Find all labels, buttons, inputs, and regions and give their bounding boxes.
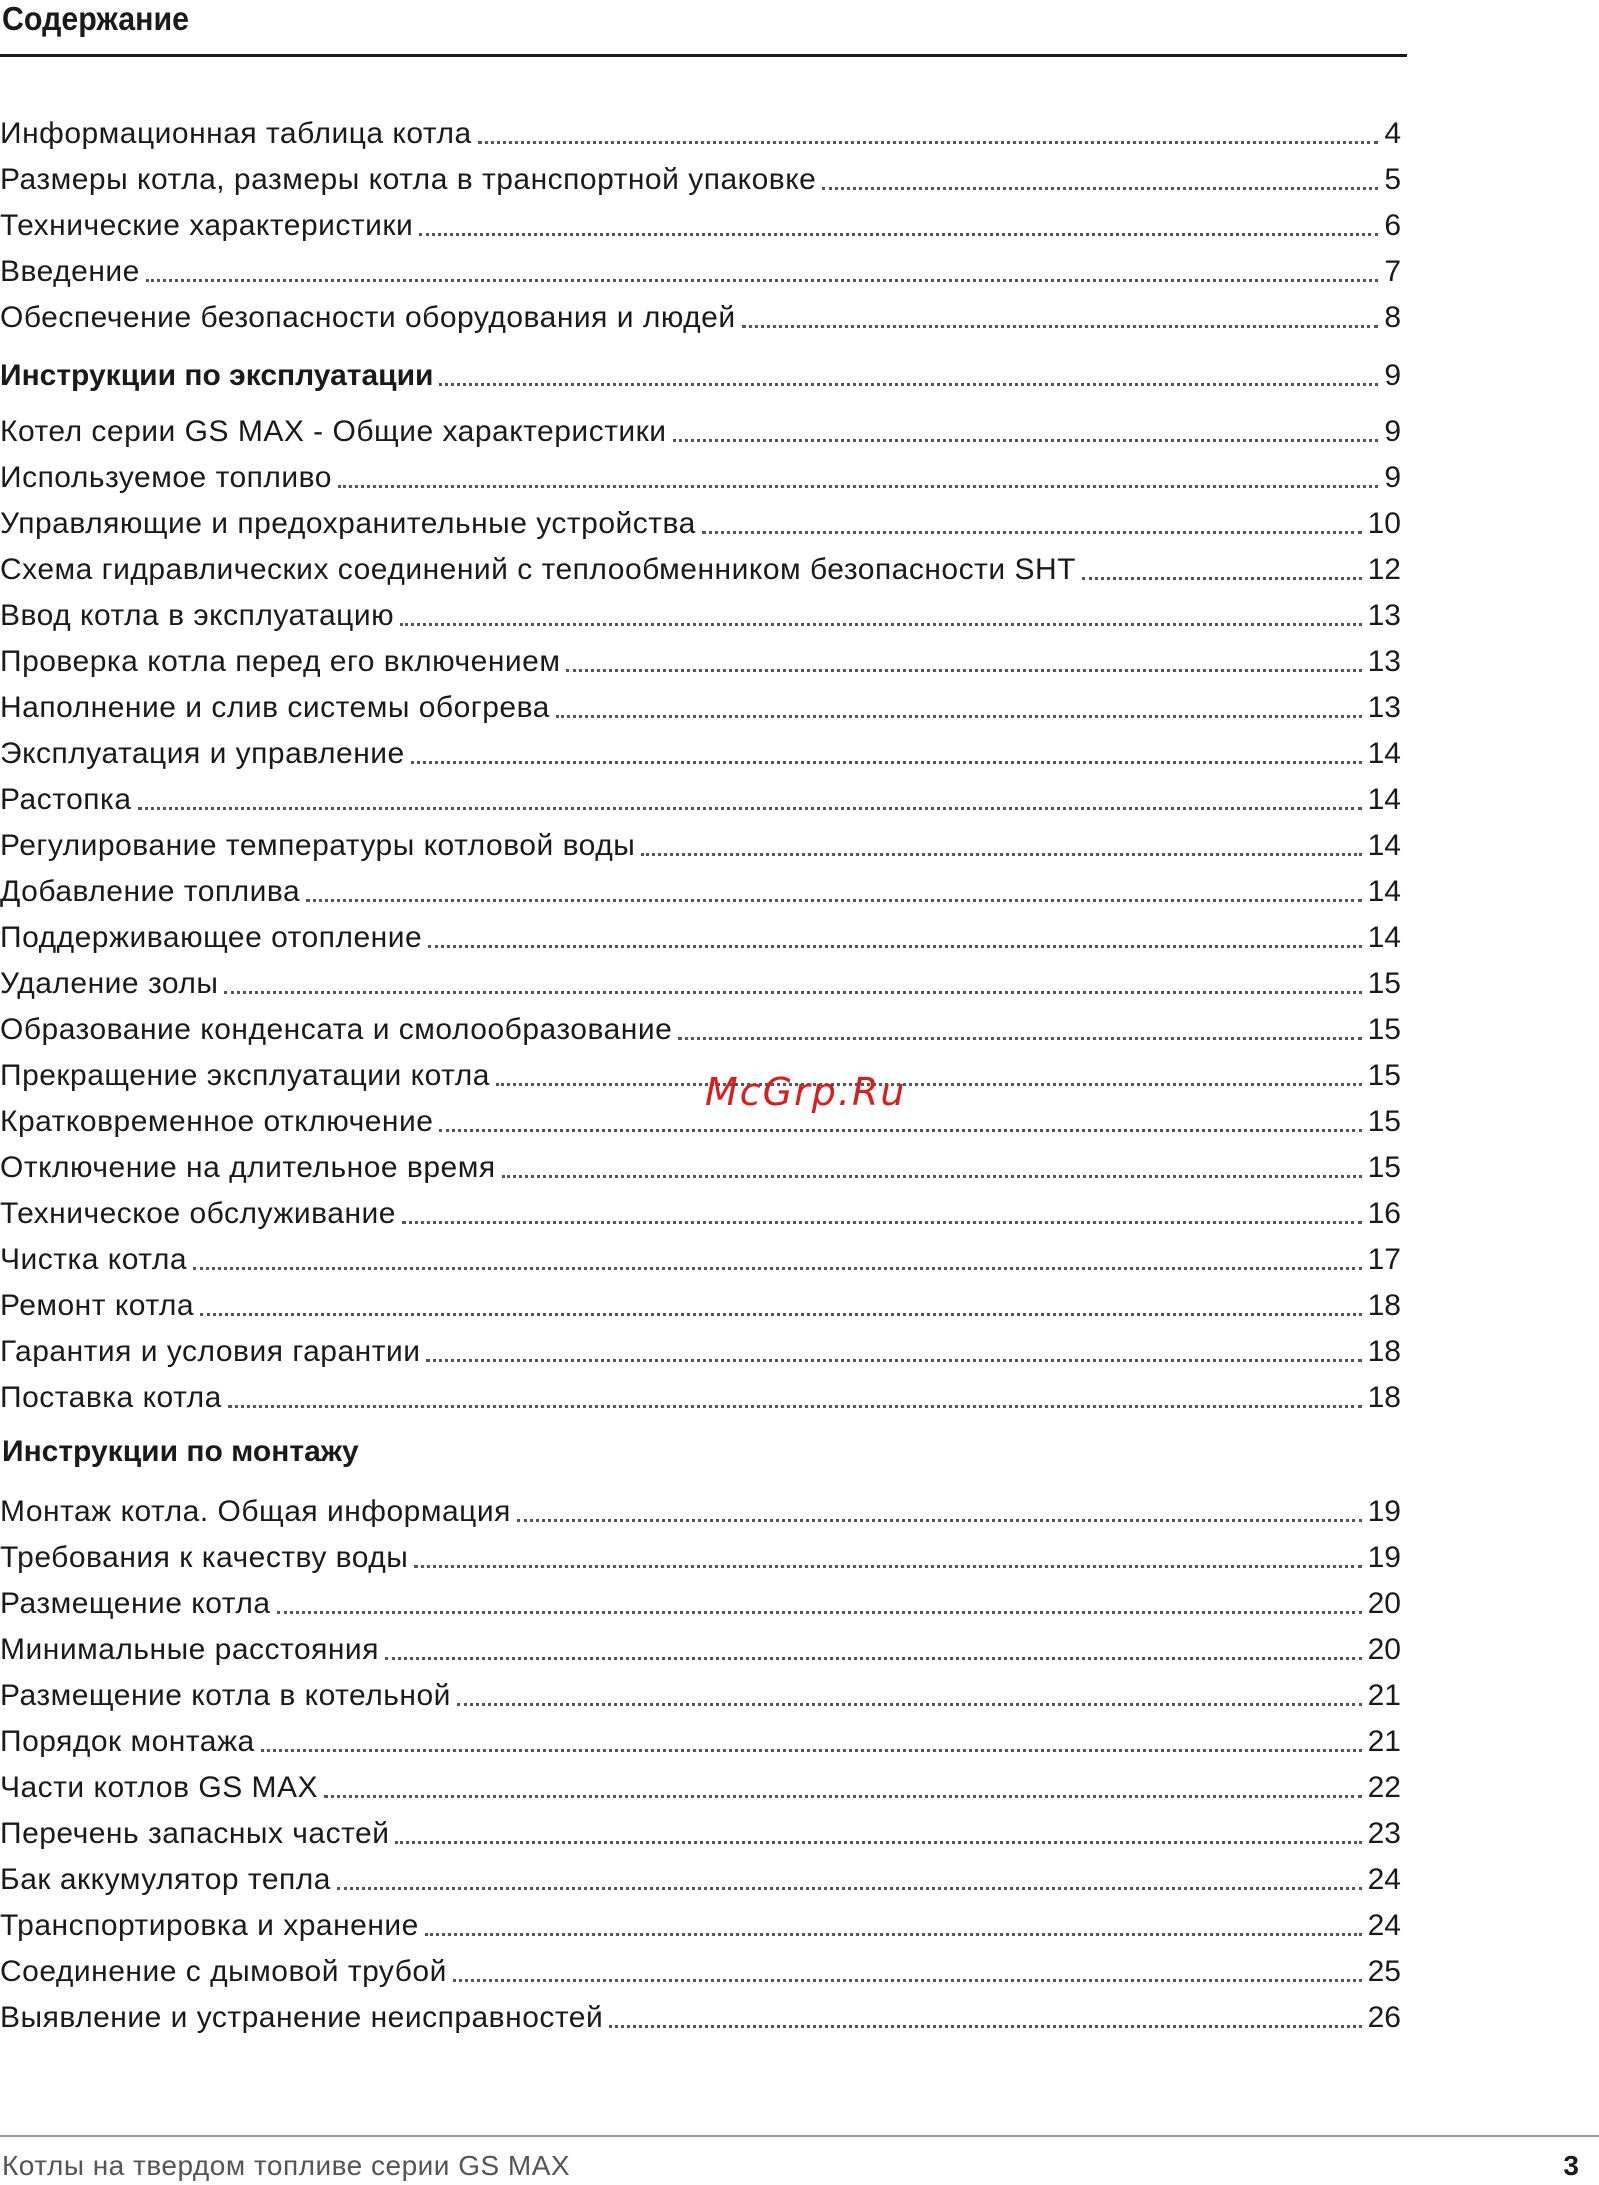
toc-entry-page: 19 xyxy=(1367,1495,1401,1528)
toc-entry-page: 4 xyxy=(1384,117,1401,150)
toc-entry-page: 14 xyxy=(1367,829,1401,862)
toc-entry-page: 21 xyxy=(1367,1725,1401,1758)
toc-entry-label: Части котлов GS MAX xyxy=(0,1771,319,1804)
toc-entry-label: Размещение котла xyxy=(0,1587,271,1620)
toc-entry-page: 18 xyxy=(1367,1289,1401,1322)
toc-entry-label: Гарантия и условия гарантии xyxy=(0,1335,421,1368)
toc-leader-dots xyxy=(419,233,1378,236)
toc-entry[interactable] xyxy=(0,154,1401,198)
toc-entry[interactable] xyxy=(0,1096,1401,1140)
toc-leader-dots xyxy=(411,761,1362,764)
toc-leader-dots xyxy=(261,1749,1362,1752)
toc-entry-label: Котел серии GS MAX - Общие характеристики xyxy=(0,415,667,448)
toc-entry-page: 19 xyxy=(1367,1541,1401,1574)
toc-entry-page: 9 xyxy=(1384,415,1401,448)
toc-entry[interactable] xyxy=(0,958,1401,1002)
toc-leader-dots xyxy=(338,485,1378,488)
toc-entry-page: 17 xyxy=(1367,1243,1401,1276)
toc-entry-label: Проверка котла перед его включением xyxy=(0,645,561,678)
toc-entry-page: 14 xyxy=(1367,737,1401,770)
toc-entry[interactable] xyxy=(0,820,1401,864)
toc-entry-page: 15 xyxy=(1367,967,1401,1000)
toc-entry-label: Минимальные расстояния xyxy=(0,1633,379,1666)
toc-entry-page: 15 xyxy=(1367,1013,1401,1046)
toc-leader-dots xyxy=(822,187,1378,190)
toc-entry-label: Выявление и устранение неисправностей xyxy=(0,2001,604,2034)
toc-leader-dots xyxy=(496,1083,1362,1086)
toc-entry-label: Отключение на длительное время xyxy=(0,1151,496,1184)
toc-leader-dots xyxy=(306,899,1361,902)
toc-entry-page: 13 xyxy=(1367,645,1401,678)
toc-entry[interactable] xyxy=(0,1578,1401,1622)
toc-leader-dots xyxy=(556,715,1362,718)
toc-entry-label: Размещение котла в котельной xyxy=(0,1679,451,1712)
toc-entry[interactable] xyxy=(0,1808,1401,1852)
footer-title: Котлы на твердом топливе серии GS MAX xyxy=(2,2150,571,2181)
toc-leader-dots xyxy=(1082,577,1362,580)
toc-entry[interactable] xyxy=(0,108,1401,152)
toc-entry[interactable] xyxy=(0,1992,1401,2036)
toc-section-installation[interactable]: Инструкции по монтажу xyxy=(2,1435,359,1468)
toc-entry-page: 15 xyxy=(1367,1059,1401,1092)
toc-entry-label: Используемое топливо xyxy=(0,461,332,494)
toc-entry[interactable] xyxy=(0,636,1401,680)
toc-entry-label: Порядок монтажа xyxy=(0,1725,255,1758)
toc-entry-label: Управляющие и предохранительные устройства xyxy=(0,507,696,540)
toc-entry-label: Поддерживающее отопление xyxy=(0,921,423,954)
toc-entry-page: 12 xyxy=(1367,553,1401,586)
toc-section-label: Инструкции по эксплуатации xyxy=(0,359,434,392)
toc-entry-page: 14 xyxy=(1367,875,1401,908)
toc-entry[interactable] xyxy=(0,246,1401,290)
toc-entry-page: 23 xyxy=(1367,1817,1401,1850)
toc-entry-page: 14 xyxy=(1367,921,1401,954)
toc-leader-dots xyxy=(200,1313,1362,1316)
toc-entry-label: Бак аккумулятор тепла xyxy=(0,1863,331,1896)
toc-leader-dots xyxy=(478,141,1379,144)
toc-entry[interactable] xyxy=(0,1670,1401,1714)
toc-entry[interactable] xyxy=(0,1946,1401,1990)
toc-leader-dots xyxy=(673,439,1379,442)
toc-entry-label: Ввод котла в эксплуатацию xyxy=(0,599,395,632)
toc-leader-dots xyxy=(385,1657,1362,1660)
toc-entry[interactable] xyxy=(0,1762,1401,1806)
toc-entry-page: 16 xyxy=(1367,1197,1401,1230)
toc-leader-dots xyxy=(453,1979,1362,1982)
toc-entry[interactable] xyxy=(0,866,1401,910)
toc-leader-dots xyxy=(439,383,1378,386)
toc-entry-page: 20 xyxy=(1367,1633,1401,1666)
footer-divider xyxy=(0,2135,1599,2137)
toc-leader-dots xyxy=(138,807,1362,810)
toc-entry-label: Технические характеристики xyxy=(0,209,414,242)
toc-entry-page: 13 xyxy=(1367,599,1401,632)
toc-entry-label: Транспортировка и хранение xyxy=(0,1909,419,1942)
toc-leader-dots xyxy=(439,1129,1361,1132)
toc-entry-label: Поставка котла xyxy=(0,1381,222,1414)
toc-entry[interactable] xyxy=(0,452,1401,496)
toc-entry-page: 26 xyxy=(1367,2001,1401,2034)
toc-entry-page: 21 xyxy=(1367,1679,1401,1712)
toc-entry-page: 7 xyxy=(1384,255,1401,288)
toc-entry-page: 6 xyxy=(1384,209,1401,242)
toc-entry-page: 18 xyxy=(1367,1335,1401,1368)
toc-leader-dots xyxy=(402,1221,1362,1224)
toc-leader-dots xyxy=(641,853,1361,856)
toc-entry-label: Техническое обслуживание xyxy=(0,1197,396,1230)
toc-entry-page: 25 xyxy=(1367,1955,1401,1988)
toc-entry[interactable] xyxy=(0,1624,1401,1668)
page-title: Содержание xyxy=(2,0,190,37)
toc-leader-dots xyxy=(457,1703,1362,1706)
toc-leader-dots xyxy=(742,325,1379,328)
toc-leader-dots xyxy=(678,1037,1361,1040)
toc-entry-label: Эксплуатация и управление xyxy=(0,737,405,770)
toc-leader-dots xyxy=(517,1519,1362,1522)
toc-entry-label: Информационная таблица котла xyxy=(0,117,472,150)
toc-entry[interactable] xyxy=(0,544,1401,588)
toc-leader-dots xyxy=(425,1933,1362,1936)
watermark-text: McGrp.Ru xyxy=(705,1070,907,1114)
toc-entry[interactable] xyxy=(0,1532,1401,1576)
toc-entry[interactable] xyxy=(0,728,1401,772)
toc-leader-dots xyxy=(566,669,1361,672)
toc-entry-label: Перечень запасных частей xyxy=(0,1817,390,1850)
toc-leader-dots xyxy=(228,1405,1362,1408)
toc-entry-label: Введение xyxy=(0,255,140,288)
toc-entry-label: Кратковременное отключение xyxy=(0,1105,434,1138)
toc-entry-page: 18 xyxy=(1367,1381,1401,1414)
toc-entry-label: Соединение с дымовой трубой xyxy=(0,1955,447,1988)
toc-entry[interactable] xyxy=(0,1004,1401,1048)
toc-entry-label: Добавление топлива xyxy=(0,875,301,908)
toc-leader-dots xyxy=(502,1175,1362,1178)
toc-entry[interactable] xyxy=(0,774,1401,818)
toc-entry[interactable] xyxy=(0,1188,1401,1232)
toc-entry[interactable] xyxy=(0,1854,1401,1898)
toc-entry[interactable] xyxy=(0,1372,1401,1416)
toc-entry[interactable] xyxy=(0,406,1401,450)
toc-leader-dots xyxy=(277,1611,1362,1614)
toc-entry-label: Монтаж котла. Общая информация xyxy=(0,1495,511,1528)
toc-entry-label: Прекращение эксплуатации котла xyxy=(0,1059,490,1092)
toc-entry-label: Растопка xyxy=(0,783,132,816)
toc-leader-dots xyxy=(324,1795,1362,1798)
toc-entry-page: 24 xyxy=(1367,1863,1401,1896)
toc-leader-dots xyxy=(414,1565,1361,1568)
toc-entry-page: 20 xyxy=(1367,1587,1401,1620)
toc-entry[interactable] xyxy=(0,292,1401,336)
toc-entry-label: Образование конденсата и смолообразование xyxy=(0,1013,673,1046)
toc-entry-label: Требования к качеству воды xyxy=(0,1541,409,1574)
toc-entry[interactable] xyxy=(0,1326,1401,1370)
toc-leader-dots xyxy=(428,945,1361,948)
toc-entry-page: 9 xyxy=(1384,461,1401,494)
toc-entry[interactable] xyxy=(0,1900,1401,1944)
toc-leader-dots xyxy=(609,2025,1361,2028)
toc-entry[interactable] xyxy=(0,1486,1401,1530)
toc-entry[interactable] xyxy=(0,1234,1401,1278)
toc-entry-label: Ремонт котла xyxy=(0,1289,195,1322)
toc-leader-dots xyxy=(224,991,1361,994)
toc-leader-dots xyxy=(426,1359,1361,1362)
toc-entry-label: Размеры котла, размеры котла в транспортной упаковке xyxy=(0,163,817,196)
toc-entry-label: Удаление золы xyxy=(0,967,219,1000)
toc-entry[interactable] xyxy=(0,1050,1401,1094)
toc-entry-page: 24 xyxy=(1367,1909,1401,1942)
toc-entry-label: Наполнение и слив системы обогрева xyxy=(0,691,550,724)
toc-entry[interactable] xyxy=(0,1280,1401,1324)
toc-section-operation[interactable] xyxy=(0,350,1401,394)
toc-leader-dots xyxy=(395,1841,1361,1844)
toc-entry[interactable] xyxy=(0,682,1401,726)
toc-leader-dots xyxy=(146,279,1378,282)
toc-entry-page: 14 xyxy=(1367,783,1401,816)
toc-entry[interactable] xyxy=(0,1716,1401,1760)
toc-entry-page: 10 xyxy=(1367,507,1401,540)
toc-entry-label: Обеспечение безопасности оборудования и людей xyxy=(0,301,736,334)
toc-entry[interactable] xyxy=(0,200,1401,244)
toc-entry-page: 8 xyxy=(1384,301,1401,334)
toc-leader-dots xyxy=(400,623,1362,626)
toc-entry-page: 5 xyxy=(1384,163,1401,196)
toc-leader-dots xyxy=(702,531,1362,534)
toc-entry[interactable] xyxy=(0,912,1401,956)
toc-entry-page: 22 xyxy=(1367,1771,1401,1804)
toc-entry-label: Регулирование температуры котловой воды xyxy=(0,829,636,862)
toc-entry[interactable] xyxy=(0,1142,1401,1186)
toc-entry[interactable] xyxy=(0,498,1401,542)
toc-section-page: 9 xyxy=(1384,359,1401,392)
footer-page-number: 3 xyxy=(1563,2150,1579,2181)
toc-leader-dots xyxy=(337,1887,1362,1890)
title-divider xyxy=(0,54,1407,57)
toc-entry[interactable] xyxy=(0,590,1401,634)
toc-entry-page: 15 xyxy=(1367,1105,1401,1138)
toc-leader-dots xyxy=(193,1267,1362,1270)
toc-entry-page: 15 xyxy=(1367,1151,1401,1184)
toc-entry-label: Схема гидравлических соединений с теплообменником безопасности SHT xyxy=(0,553,1076,586)
toc-entry-page: 13 xyxy=(1367,691,1401,724)
toc-entry-label: Чистка котла xyxy=(0,1243,188,1276)
